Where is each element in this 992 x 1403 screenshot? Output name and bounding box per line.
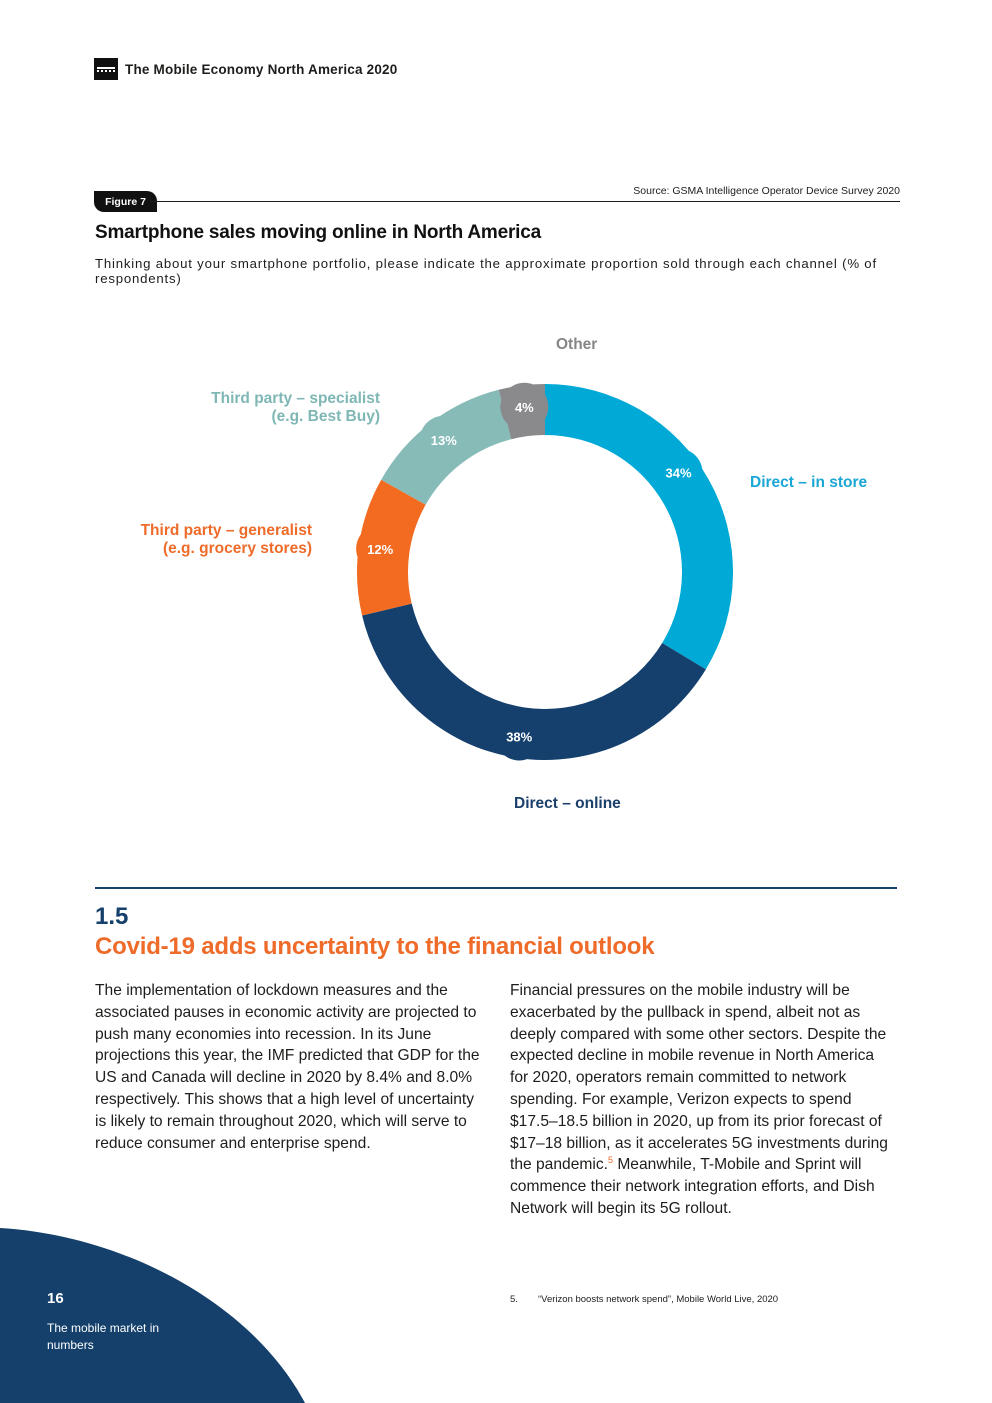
- slice-direct-in-store: [545, 384, 733, 669]
- figure-source: Source: GSMA Intelligence Operator Device Survey 2020: [633, 185, 900, 197]
- footnote: [510, 1294, 778, 1305]
- section-divider: [95, 887, 897, 889]
- label-third-party-generalist: Third party – generalist (e.g. grocery stores): [140, 522, 312, 557]
- header-title: The Mobile Economy North America 2020: [125, 61, 398, 77]
- value-label: 13%: [430, 432, 457, 448]
- section-title: Covid-19 adds uncertainty to the financial outlook: [95, 933, 655, 960]
- body-text-a: Financial pressures on the mobile industry will be exacerbated by the pullback in spend, albeit not as deeply compared with some other sectors. Despite the expected decline in mobile revenue in North America for 2020, operators remain committed to network spending. For example, Verizon expects to spend $17.5–18.5 billion in 2020, up from its prior forecast of $17–18 billion, as it accelerates 5G investments during the pandemic.: [510, 982, 888, 1174]
- footnote-number: 5.: [510, 1294, 518, 1305]
- body-column-left: The implementation of lockdown measures and the associated pauses in economic activity are projected to push many economies into recession. In its June projections this year, the IMF predicted that GDP for the US and Canada will decline in 2020 by 8.4% and 8.0% respectively. This shows that a high level of uncertainty is likely to remain throughout 2020, which will serve to reduce consumer and enterprise spend.: [95, 982, 480, 1152]
- page-number: 16: [47, 1290, 64, 1307]
- label-direct-in-store: Direct – in store: [750, 474, 868, 491]
- figure-badge: Figure 7: [94, 191, 157, 212]
- footnote-ref[interactable]: 5: [607, 1155, 613, 1166]
- value-label: 38%: [506, 729, 533, 745]
- figure-subtitle: Thinking about your smartphone portfolio, please indicate the approximate proportion sold through each channel (% of respondents): [95, 256, 877, 286]
- value-label: 34%: [665, 465, 692, 481]
- label-direct-online: Direct – online: [514, 795, 621, 812]
- value-label: 12%: [367, 541, 394, 557]
- footer-section-label: The mobile market in numbers: [47, 1321, 160, 1352]
- label-other: Other: [556, 336, 598, 353]
- figure-title: Smartphone sales moving online in North America: [95, 222, 541, 243]
- footnote-text: “Verizon boosts network spend”, Mobile World Live, 2020: [538, 1294, 779, 1305]
- label-third-party-specialist: Third party – specialist (e.g. Best Buy): [211, 390, 380, 425]
- value-label: 4%: [514, 399, 534, 415]
- body-text-b: Meanwhile, T-Mobile and Sprint will commence their network integration efforts, and Dish Network will begin its 5G rollout.: [510, 1156, 875, 1217]
- body-column-right: [510, 980, 895, 1220]
- section-number: 1.5: [95, 903, 129, 930]
